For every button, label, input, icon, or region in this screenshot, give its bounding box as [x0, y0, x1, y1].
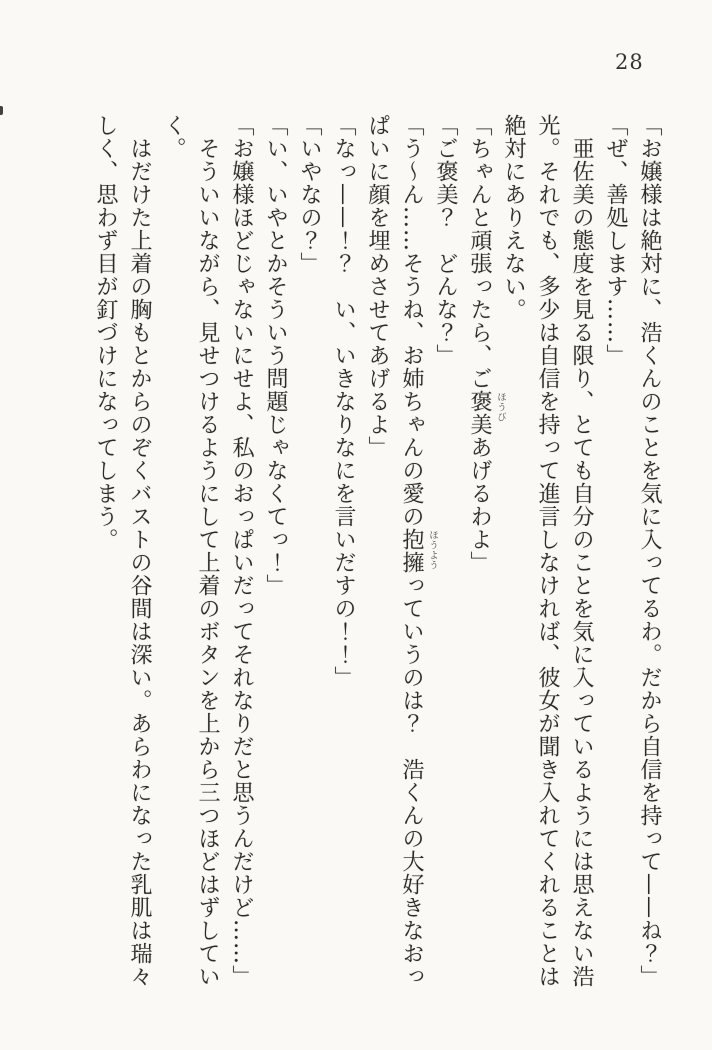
paragraph: 「う〜ん……そうね、お姉ちゃんの愛の抱擁 ほうよう っていうのは？ 浩くんの大好きなおっぱいに顔を埋めさせてあげるよ」 — [365, 114, 438, 988]
text-block — [80, 114, 666, 998]
paragraph: 亜佐美の態度を見る限り、とても自分のことを気に入っているようには思えない浩光。それでも、多少は自信を持って進言しなければ、彼女が聞き入れてくれることは絶対にありえない。 — [501, 114, 594, 988]
paragraph: そういいながら、見せつけるようにして上着のボタンを上から三つほどはずしていく。 — [161, 114, 220, 988]
paragraph: はだけた上着の胸もとからのぞくバストの谷間は深い。あらわになった乳肌は瑞々しく、思わず目が釘づけになってしまう。 — [93, 114, 152, 988]
paragraph: 「ぜ、善処します……」 — [603, 114, 628, 367]
paragraph: 「ご褒美？ どんな？」 — [433, 114, 458, 367]
scan-artifact — [0, 106, 3, 115]
page-number: 28 — [615, 50, 644, 74]
paragraph: 「お嬢様は絶対に、浩くんのことを気に入ってるわ。だから自信を持って——ね？」 — [637, 114, 662, 988]
paragraph: 「なっ——！？ い、いきなりなにを言いだすの！！」 — [331, 114, 356, 689]
paragraph: 「い、いやとかそういう問題じゃなくてっ！」 — [263, 114, 288, 597]
paragraph: 「いやなの？」 — [297, 114, 322, 275]
ruby-base: 褒美 ほうび — [467, 390, 506, 436]
paragraph: 「お嬢様ほどじゃないにせよ、私のおっぱいだってそれなりだと思うんだけど……」 — [229, 114, 254, 988]
furigana: ほうよう — [427, 530, 438, 570]
ruby-base: 抱擁 ほうよう — [399, 528, 438, 574]
furigana: ほうび — [495, 392, 506, 422]
paragraph: 「ちゃんと頑張ったら、ご褒美 ほうび あげるわよ」 — [467, 114, 506, 574]
